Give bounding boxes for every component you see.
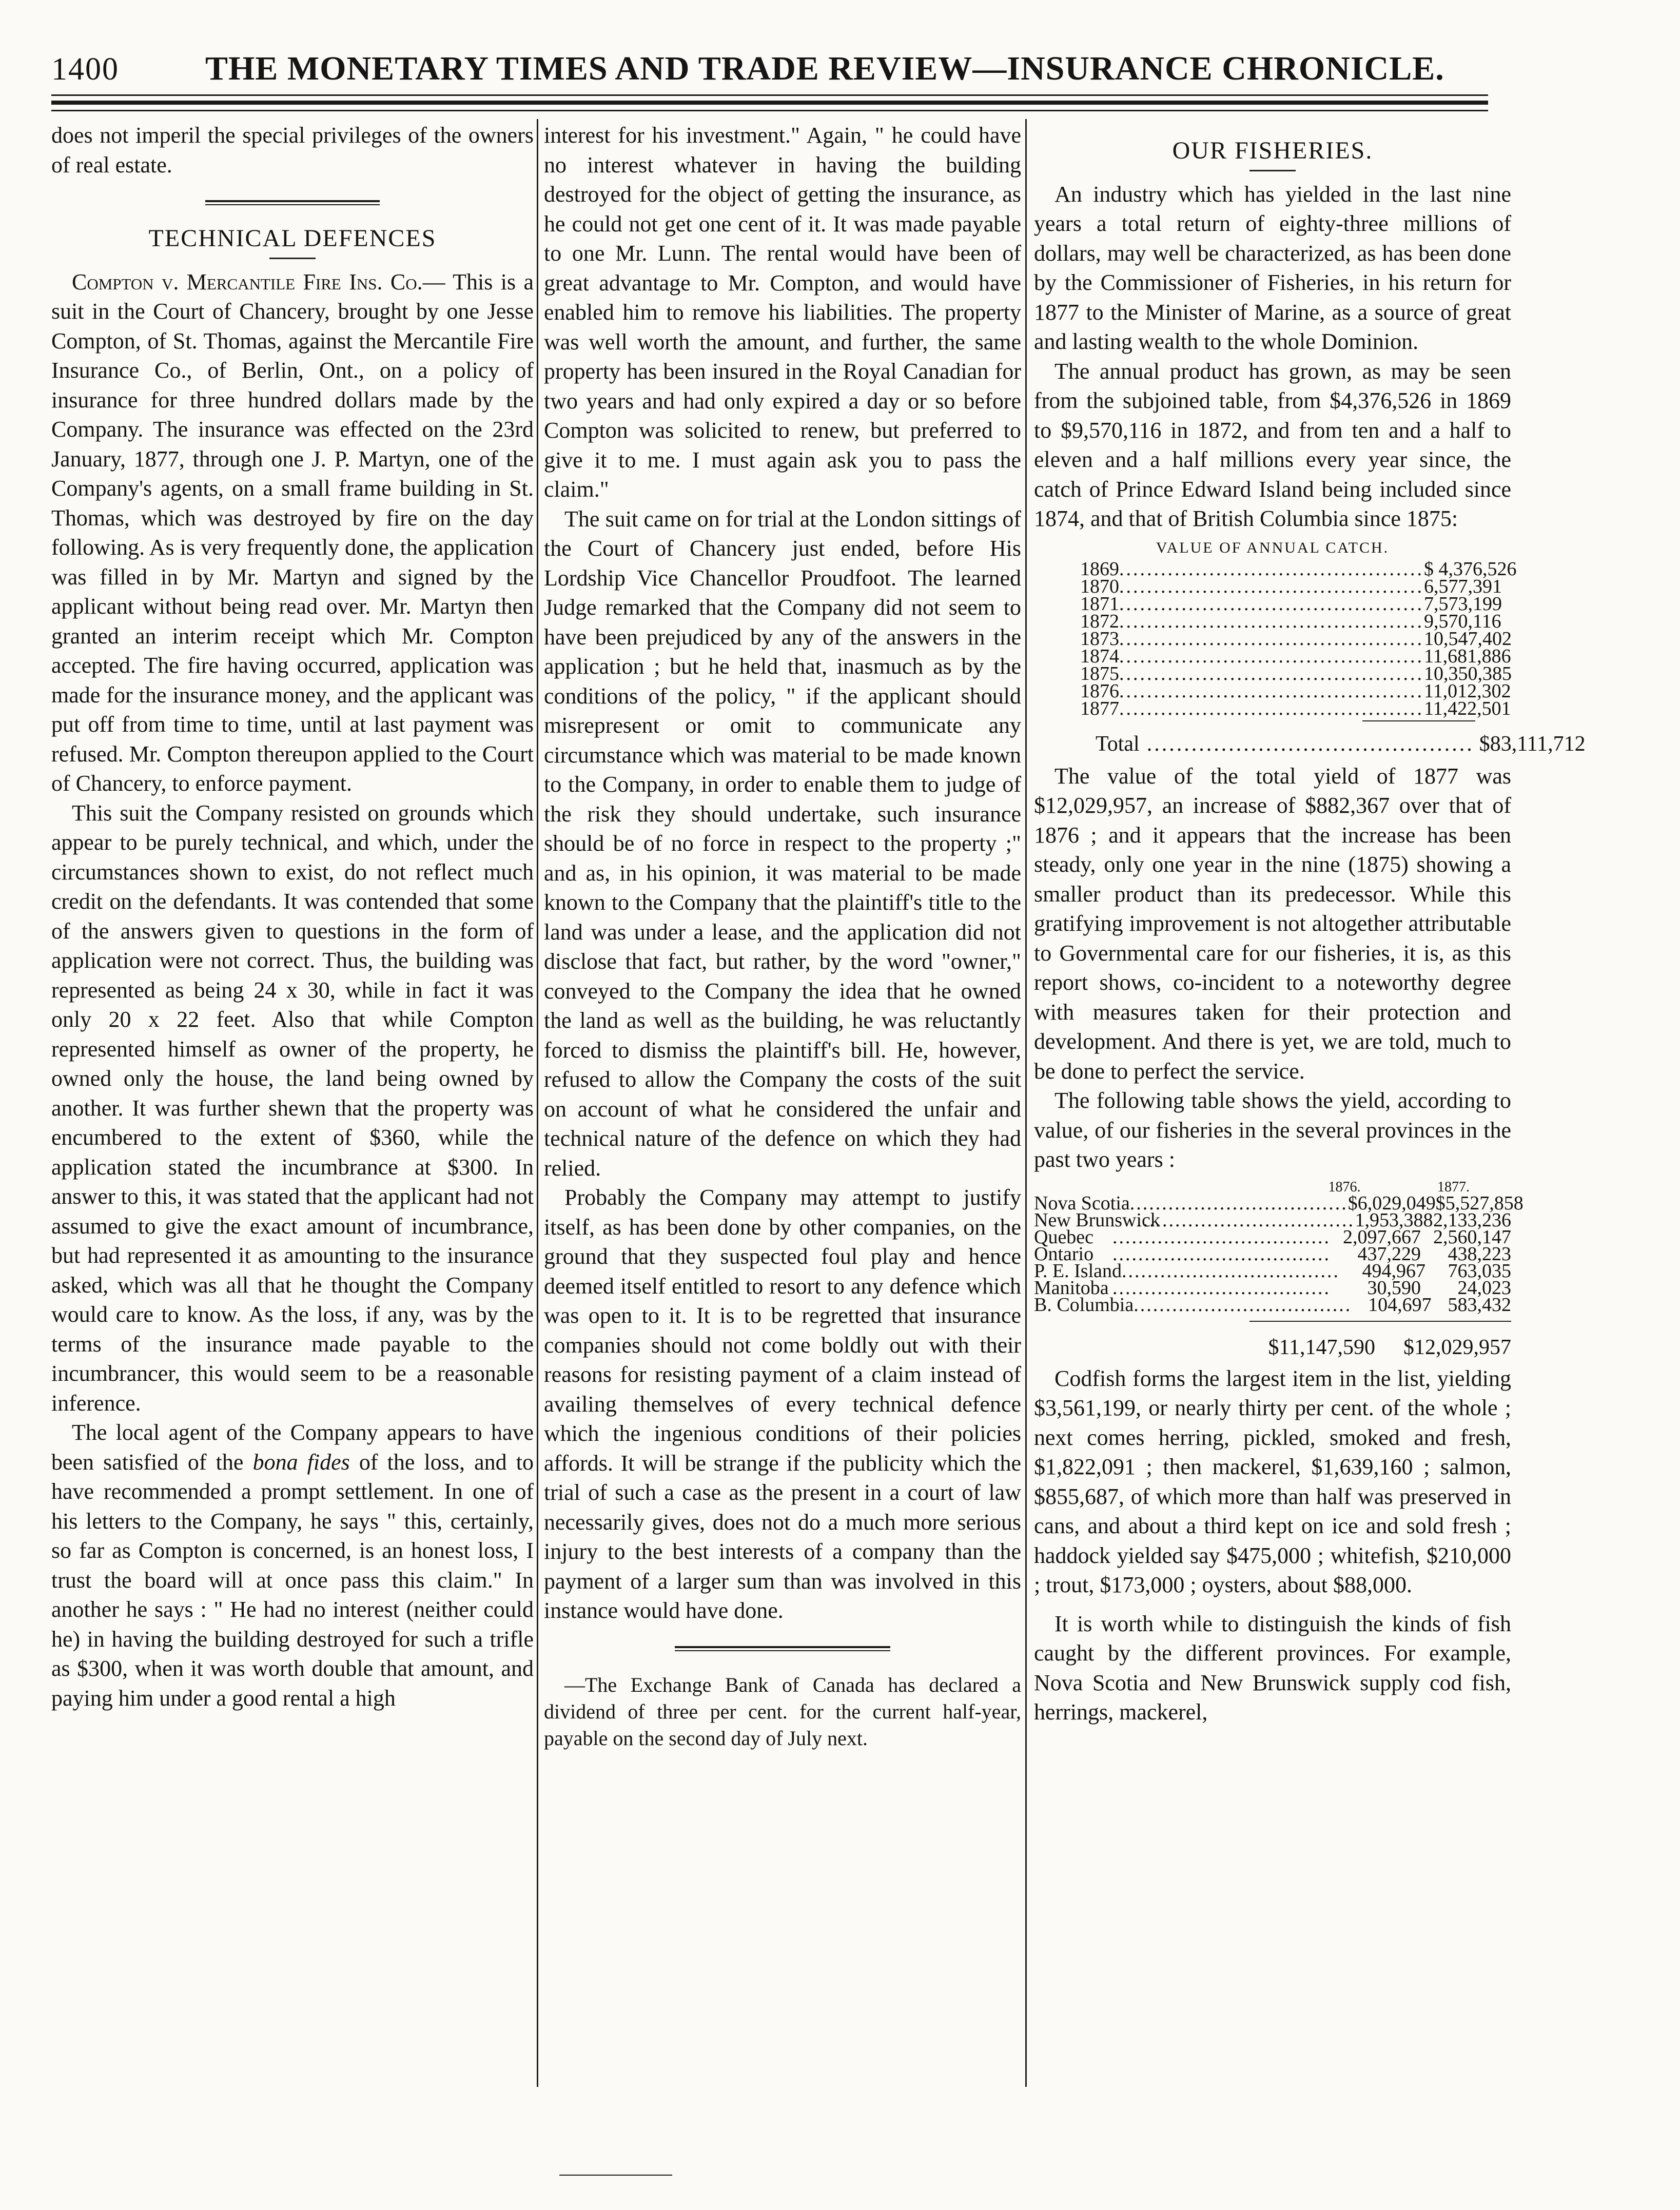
leader-dots: .................................. bbox=[1129, 1192, 1348, 1214]
total-rule bbox=[1362, 720, 1475, 721]
table-row bbox=[1034, 1294, 1511, 1316]
province-name: New Brunswick bbox=[1034, 1209, 1160, 1231]
fisheries-paragraph-1: An industry which has yielded in the last nine years a total return of eighty-three millions of dollars, may well be characterized, as has been done by the Commissioner of Fisheries, in his return for 1877 to the Minister of Marine, as a source of great and lasting wealth to the whole Dominion. bbox=[1034, 181, 1511, 354]
value-1876: 437,229 bbox=[1357, 1243, 1421, 1265]
case-paragraph-1 bbox=[51, 267, 534, 798]
commentary-paragraph: Probably the Company may attempt to justify itself, as has been done by other companies, on the ground that they suspected foul play and hence deemed itself entitled to resort to any defence which was open to it. It is to be regretted that insurance companies should not come boldly out with their reasons for resisting payment of a claim instead of availing themselves of every technical defence which the ingenious conditions of their policies affords. It will be strange if the publicity which the trial of such a case as the present in a court of law necessarily gives, does not do a much more serious injury to the best interests of a company than the payment of a larger sum than was involved in this instance would have done. bbox=[544, 1185, 1021, 1623]
row-value: $ 4,376,526 bbox=[1424, 558, 1517, 580]
table-row bbox=[1080, 680, 1511, 702]
news-divider bbox=[675, 1646, 890, 1651]
bottom-edge-rule bbox=[559, 2175, 672, 2176]
case-title: Compton v. Mercantile Fire Ins. Co.— bbox=[72, 269, 445, 295]
table-row bbox=[1080, 662, 1512, 684]
leader-dots: .................................. bbox=[1112, 1277, 1331, 1299]
row-value: 10,350,385 bbox=[1424, 662, 1512, 684]
province-name: Quebec bbox=[1034, 1226, 1094, 1248]
row-value: 11,681,886 bbox=[1424, 645, 1511, 667]
leader-dots: ............................................ bbox=[1119, 697, 1424, 719]
column-divider-1 bbox=[537, 119, 538, 2087]
row-value: 11,422,501 bbox=[1424, 697, 1511, 719]
table-row bbox=[1080, 628, 1512, 650]
fisheries-paragraph-6: It is worth while to distinguish the kinds of fish caught by the different provinces. For example, Nova Scotia and New Brunswick supply cod fish, herrings, mackerel, bbox=[1034, 1611, 1511, 1725]
fisheries-paragraph-5: Codfish forms the largest item in the list, yielding $3,561,199, or nearly thirty per cent. of the whole ; next comes herring, pickled, smoked and fresh, $1,822,091 ; then mackerel, $1,639,160 ; salmon, $855,687, of which more than half was preserved in cans, and about a third kept on ice and sold fresh ; haddock yielded say $475,000 ; whitefish, $210,000 ; trout, $173,000 ; oysters, about $88,000. bbox=[1034, 1365, 1511, 1597]
value-1877: 2,133,236 bbox=[1433, 1209, 1511, 1231]
leader-dots: ............................................ bbox=[1119, 558, 1424, 580]
leader-dots: ............................................ bbox=[1119, 662, 1424, 684]
row-year: 1877 bbox=[1080, 697, 1119, 719]
provinces-table bbox=[1034, 1179, 1523, 1364]
value-1876: 494,967 bbox=[1362, 1260, 1425, 1282]
value-1876: 104,697 bbox=[1368, 1294, 1432, 1316]
row-value: 10,547,402 bbox=[1424, 628, 1512, 650]
value-1877: $5,527,858 bbox=[1435, 1192, 1523, 1214]
fisheries-paragraph-4: The following table shows the yield, according to value, of our fisheries in the several provinces in the past two years : bbox=[1034, 1088, 1511, 1172]
section-heading-our-fisheries: OUR FISHERIES. bbox=[1172, 137, 1373, 164]
total-1876: $11,147,590 bbox=[1268, 1335, 1375, 1359]
value-1876: $6,029,049 bbox=[1347, 1192, 1436, 1214]
row-year: 1875 bbox=[1080, 662, 1119, 684]
leader-dots: .................................. bbox=[1137, 1209, 1355, 1231]
table-row bbox=[1080, 697, 1511, 719]
header-rule-thin bbox=[51, 94, 1488, 96]
row-value: 7,573,199 bbox=[1424, 593, 1502, 615]
page-header bbox=[51, 49, 1444, 99]
table-row bbox=[1080, 558, 1517, 580]
value-1877: 438,223 bbox=[1448, 1243, 1511, 1265]
trial-paragraph: The suit came on for trial at the London sittings of the Court of Chancery just ended, before His Lordship Vice Chancellor Proudfoot. The learned Judge remarked that the Company did not seem to have been prejudiced by any of the answers in the application ; but he held that, inasmuch as by the conditions of the policy, " if the applicant should misrepresent or omit to communicate any circumstance which was material to be made known to the Company, in order to enable them to judge of the risk they should undertake, such insurance should be of no force in respect to the property ;" and as, in his opinion, it was material to be made known to the Company that the plaintiff's title to the land was under a lease, and the application did not disclose that fact, but rather, by the word "owner," conveyed to the Company the idea that he owned the land as well as the building, he was reluctantly forced to dismiss the plaintiff's bill. He, however, refused to allow the Company the costs of the suit on account of what he considered the unfair and technical nature of the defence on which they had relied. bbox=[544, 506, 1021, 1181]
case-paragraph-3-text-b: of the loss, and to have recommended a prompt settlement. In one of his letters to the Company, he says " this, certainly, so far as Compton is concerned, is an honest loss, I trust the board will at once pass this claim." In another he says : " He had no interest (neither could he) in having the building destroyed for such a trifle as $300, when it was worth double that amount, and paying him under a good rental a high bbox=[51, 1449, 534, 1711]
row-year: 1869 bbox=[1080, 558, 1119, 580]
section-heading-technical-defences: TECHNICAL DEFENCES bbox=[148, 225, 437, 252]
value-1877: 2,560,147 bbox=[1433, 1226, 1511, 1248]
total-label: Total bbox=[1096, 732, 1140, 756]
section-divider bbox=[205, 200, 380, 205]
masthead-title: THE MONETARY TIMES AND TRADE REVIEW—INSURANCE CHRONICLE. bbox=[205, 50, 1444, 87]
value-1877: 763,035 bbox=[1448, 1260, 1511, 1282]
annual-catch-caption: VALUE OF ANNUAL CATCH. bbox=[1156, 539, 1390, 556]
row-year: 1874 bbox=[1080, 645, 1119, 667]
province-name: P. E. Island bbox=[1034, 1260, 1122, 1282]
row-value: 9,570,116 bbox=[1424, 610, 1501, 632]
annual-catch-total bbox=[1096, 729, 1586, 759]
page-number: 1400 bbox=[51, 52, 119, 87]
fisheries-paragraph-3: The value of the total yield of 1877 was $12,029,957, an increase of $882,367 over that of 1876 ; and it appears that the increase has been steady, only one year in the nine (1875) showing a smaller product than its predecessor. While this gratifying improvement is not altogether attributable to Governmental care for our fisheries, it is, as this report shows, co-incident to a noteworthy degree with measures taken for their protection and development. And there is yet, we are told, much to be done to perfect the service. bbox=[1034, 763, 1511, 1084]
fisheries-paragraph-2: The annual product has grown, as may be seen from the subjoined table, from $4,376,526 in 1869 to $9,570,116 in 1872, and from ten and a half to eleven and a half millions every year since, the catch of Prince Edward Island being included since 1874, and that of British Columbia since 1875: bbox=[1034, 358, 1511, 531]
leader-dots: ............................................ bbox=[1119, 610, 1424, 632]
table-row bbox=[1080, 575, 1502, 597]
leader-dots: ............................................ bbox=[1119, 628, 1424, 650]
row-year: 1871 bbox=[1080, 593, 1119, 615]
value-1877: 583,432 bbox=[1448, 1294, 1511, 1316]
bona-fides-italic: bona fides bbox=[252, 1449, 350, 1475]
leader-dots: .................................. bbox=[1122, 1260, 1340, 1282]
provinces-total-rule bbox=[1249, 1321, 1511, 1322]
total-1877: $12,029,957 bbox=[1403, 1335, 1511, 1359]
column-divider-2 bbox=[1025, 119, 1027, 2087]
quote-continued: interest for his investment." Again, " he could have no interest whatever in having the building destroyed for the object of getting the insurance, as he could not get one cent of it. It was made payable to one Mr. Lunn. The rental would have been of great advantage to Mr. Compton, and would have enabled him to remove his liabilities. The property was well worth the amount, and further, the same property has been insured in the Royal Canadian for two years and had only expired a day or so before Compton was solicited to renew, but preferred to give it to me. I must again ask you to pass the claim." bbox=[544, 123, 1021, 502]
value-1877: 24,023 bbox=[1457, 1277, 1511, 1299]
leader-dots: ............................................ bbox=[1146, 732, 1474, 756]
leader-dots: .................................. bbox=[1112, 1243, 1331, 1265]
header-rule-bottom bbox=[51, 110, 1488, 111]
year-1877-header: 1877. bbox=[1437, 1179, 1470, 1195]
case-paragraph-3 bbox=[51, 1418, 534, 1713]
exchange-bank-notice: —The Exchange Bank of Canada has declared a dividend of three per cent. for the current half-year, payable on the second day of July next. bbox=[544, 1673, 1021, 1750]
heading-rule bbox=[1249, 170, 1296, 171]
row-year: 1873 bbox=[1080, 628, 1119, 650]
province-name: Nova Scotia bbox=[1034, 1192, 1130, 1214]
table-row bbox=[1080, 610, 1501, 632]
row-value: 6,577,391 bbox=[1424, 575, 1502, 597]
annual-catch-table bbox=[1080, 558, 1517, 719]
year-1876-header: 1876. bbox=[1328, 1179, 1361, 1195]
leader-dots: .................................. bbox=[1112, 1226, 1331, 1248]
value-1876: 2,097,667 bbox=[1343, 1226, 1421, 1248]
column-middle bbox=[544, 121, 1021, 1752]
value-1876: 1,953,388 bbox=[1355, 1209, 1433, 1231]
leader-dots: .................................. bbox=[1134, 1294, 1352, 1316]
table-row bbox=[1080, 593, 1502, 615]
case-paragraph-3-text-a: The local agent of the Company appears to have been satisfied of the bbox=[51, 1420, 534, 1475]
heading-rule bbox=[269, 258, 316, 259]
row-value: 11,012,302 bbox=[1424, 680, 1511, 702]
row-year: 1870 bbox=[1080, 575, 1119, 597]
leader-dots: ............................................ bbox=[1119, 575, 1424, 597]
leader-dots: ............................................ bbox=[1119, 645, 1424, 667]
leader-dots: ............................................ bbox=[1119, 680, 1424, 702]
provinces-total bbox=[1034, 1331, 1511, 1364]
province-name: B. Columbia bbox=[1034, 1294, 1134, 1316]
column-left bbox=[51, 121, 534, 1713]
province-name: Manitoba bbox=[1034, 1277, 1109, 1299]
row-year: 1872 bbox=[1080, 610, 1119, 632]
province-name: Ontario bbox=[1034, 1243, 1094, 1265]
table-row bbox=[1080, 645, 1511, 667]
total-value: $83,111,712 bbox=[1479, 732, 1586, 756]
case-paragraph-1-text: This is a suit in the Court of Chancery, brought by one Jesse Compton, of St. Thomas, against the Mercantile Fire Insurance Co., of Berlin, Ont., on a policy of insurance for three hundred dollars made by the Company. The insurance was effected on the 23rd January, 1877, through one J. P. Martyn, one of the Company's agents, on a small frame building in St. Thomas, which was destroyed by fire on the day following. As is very frequently done, the application was filled in by Mr. Martyn and signed by the applicant without being read over. Mr. Martyn then granted an interim receipt which Mr. Compton accepted. The fire having occurred, application was made for the insurance money, and the applicant was put off from time to time, until at last payment was refused. Mr. Compton thereupon applied to the Court of Chancery, to enforce payment. bbox=[51, 269, 534, 796]
leader-dots: ............................................ bbox=[1119, 593, 1424, 615]
column-right bbox=[1034, 121, 1586, 1727]
case-paragraph-2: This suit the Company resisted on grounds which appear to be purely technical, and which, under the circumstances shown to exist, do not reflect much credit on the defendants. It was contended that some of the answers given to questions in the form of application were not correct. Thus, the building was represented as being 24 x 30, while in fact it was only 20 x 22 feet. Also that while Compton represented himself as owner of the property, he owned only the house, the land being owned by another. It was further shewn that the property was encumbered to the extent of $360, while the application stated the incumbrance at $300. In answer to this, it was stated that the applicant had not assumed to give the exact amount of incumbrance, but had represented it as amounting to the insurance asked, which was all that he thought the Company would care to know. As the loss, if any, was by the terms of the insurance made payable to the incumbrancer, this would seem to be a reasonable inference. bbox=[51, 800, 534, 1416]
value-1876: 30,590 bbox=[1367, 1277, 1421, 1299]
row-year: 1876 bbox=[1080, 680, 1119, 702]
paragraph-continued: does not imperil the special privileges of the owners of real estate. bbox=[51, 123, 534, 178]
header-rule-thick bbox=[51, 101, 1488, 105]
